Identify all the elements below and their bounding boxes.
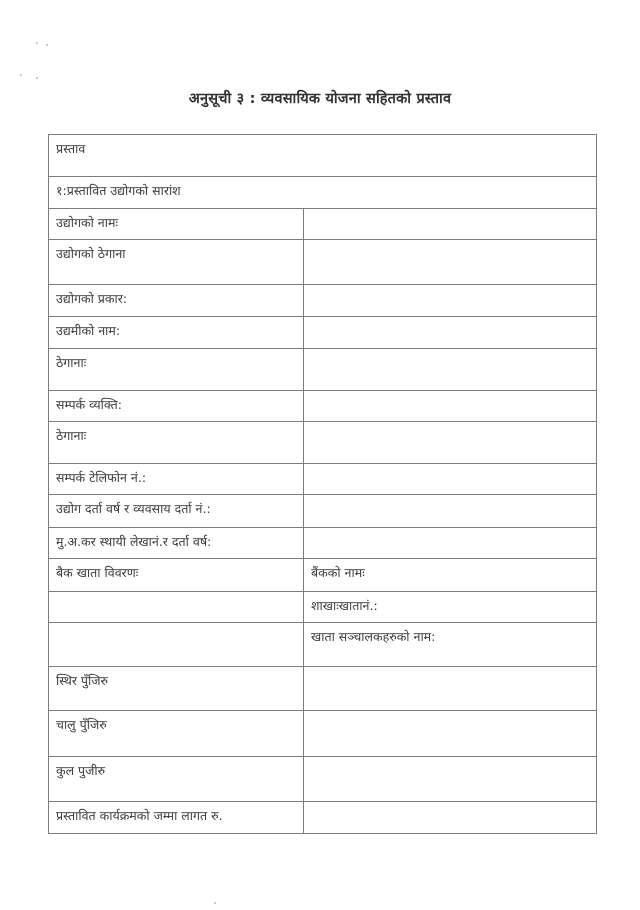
address-label: ठेगानाः [56,355,87,370]
table-row [49,559,597,592]
account-holders-label: खाता सञ्चालकहरुको नाम: [311,629,436,644]
table-row [49,711,597,757]
summary-heading-cell [49,177,597,209]
vat-pan-value-cell[interactable] [304,528,597,559]
contact-address-label-cell [49,422,304,464]
total-cost-value-cell[interactable] [304,802,597,834]
industry-type-label: उद्योगको प्रकार: [56,291,128,306]
table-row [49,667,597,711]
working-capital-label-cell [49,711,304,757]
scan-speck [36,42,38,44]
table-row [49,317,597,349]
working-capital-label: चालु पुँजिरु [56,717,107,732]
table-row [49,623,597,667]
proposal-heading-cell [49,135,597,177]
page-title: अनुसूची ३ : व्यवसायिक योजना सहितको प्रस्ताव [188,91,452,107]
bank-blank-cell-2 [49,623,304,667]
branch-account-label: शाखाःखातानं.: [311,598,378,613]
proposal-heading: प्रस्ताव [56,141,86,156]
address-label-cell [49,349,304,391]
bank-name-label: बैंकको नामः [311,565,365,580]
table-row [49,349,597,391]
scan-speck [36,77,38,79]
contact-phone-value-cell[interactable] [304,464,597,495]
table-row [49,285,597,317]
working-capital-value-cell[interactable] [304,711,597,757]
scan-speck [214,902,216,904]
scan-speck [20,74,22,76]
total-cost-label: प्रस्तावित कार्यक्रमको जम्मा लागत रु. [56,808,223,823]
industry-name-label-cell [49,209,304,240]
industry-name-label: उद्योगको नामः [56,215,118,230]
table-row [49,177,597,209]
industry-name-value-cell[interactable] [304,209,597,240]
entrepreneur-name-value-cell[interactable] [304,317,597,349]
entrepreneur-name-label: उद्यमीको नाम: [56,323,121,338]
contact-person-value-cell[interactable] [304,391,597,422]
table-row [49,391,597,422]
entrepreneur-name-label-cell [49,317,304,349]
scan-speck [46,44,48,46]
total-capital-value-cell[interactable] [304,757,597,802]
total-cost-label-cell [49,802,304,834]
table-row [49,495,597,528]
industry-type-value-cell[interactable] [304,285,597,317]
table-row [49,528,597,559]
proposal-form-table [48,134,597,834]
table-row [49,464,597,495]
summary-heading: १:प्रस्तावित उद्योगको सारांश [56,183,181,198]
table-row [49,135,597,177]
industry-type-label-cell [49,285,304,317]
total-capital-label: कुल पुजीरु [56,763,106,778]
contact-address-label: ठेगानाः [56,428,87,443]
account-holders-cell[interactable] [304,623,597,667]
registration-label-cell [49,495,304,528]
address-value-cell[interactable] [304,349,597,391]
bank-account-details-label: बैक खाता विवरणः [56,565,139,580]
registration-value-cell[interactable] [304,495,597,528]
contact-person-label-cell [49,391,304,422]
table-row [49,757,597,802]
table-row [49,592,597,623]
bank-name-cell[interactable] [304,559,597,592]
table-row [49,209,597,240]
industry-address-label-cell [49,240,304,285]
contact-address-value-cell[interactable] [304,422,597,464]
vat-pan-label: मु.अ.कर स्थायी लेखानं.र दर्ता वर्ष: [56,534,212,549]
vat-pan-label-cell [49,528,304,559]
fixed-capital-label: स्थिर पुँजिरु [56,673,109,688]
bank-account-details-label-cell [49,559,304,592]
branch-account-cell[interactable] [304,592,597,623]
table-row [49,422,597,464]
table-row [49,802,597,834]
fixed-capital-label-cell [49,667,304,711]
registration-label: उद्योग दर्ता वर्ष र व्यवसाय दर्ता नं.: [56,501,211,516]
fixed-capital-value-cell[interactable] [304,667,597,711]
contact-phone-label: सम्पर्क टेलिफोन नं.: [56,470,147,485]
bank-blank-cell-1 [49,592,304,623]
industry-address-label: उद्योगको ठेगाना [56,246,126,261]
contact-person-label: सम्पर्क व्यक्ति: [56,397,122,412]
contact-phone-label-cell [49,464,304,495]
total-capital-label-cell [49,757,304,802]
table-row [49,240,597,285]
industry-address-value-cell[interactable] [304,240,597,285]
